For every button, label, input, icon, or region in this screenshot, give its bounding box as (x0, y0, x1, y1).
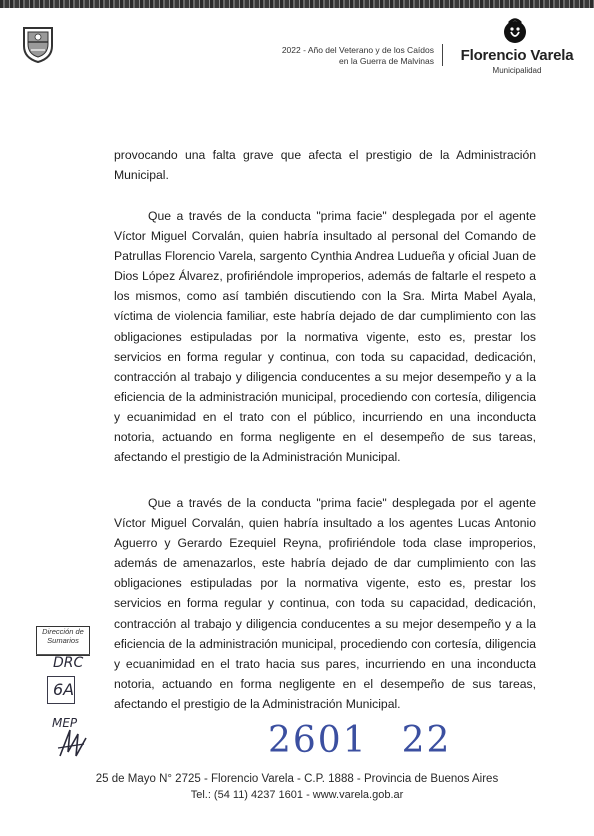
municipal-crest-icon (20, 24, 56, 64)
paragraph-considerando-1: Que a través de la conducta "prima facie" desplegada por el agente Víctor Miguel Corvalán, quien habría insultado al personal del Comando de Patrullas Florencio Varela, sargento Cynthia Andrea Ludueña y oficial Juan de Dios López Álvarez, profiriéndole improperios, además de faltarle el respeto a los mismos, como así también discutiendo con la Sra. Mirta Mabel Ayala, víctima de violencia familiar, este habría dejado de dar cumplimiento con las obligaciones estipuladas por la normativa vigente, esto es, prestar los servicios en forma regular y continua, con toda su capacidad, dedicación, contracción al trabajo y diligencia conducentes a su mejor desempeño y a la eficiencia de la administración municipal, procediendo con cortesía, diligencia y ecuanimidad en el trato con el público, incurriendo en una inconducta notoria, actuando en forma negligente en el desempeño de sus tareas, afectando el prestigio de la Administración Municipal. (114, 209, 536, 465)
motto-line-2: en la Guerra de Malvinas (339, 56, 434, 66)
paragraph-continuation: provocando una falta grave que afecta el prestigio de la Administración Municipal. (114, 148, 536, 183)
paragraph-considerando-2: Que a través de la conducta "prima facie" desplegada por el agente Víctor Miguel Corvalán, quien habría insultado a los agentes Lucas Antonio Aguerro y Gerardo Ezequiel Reyna, profiriéndole toda clase improperios, además de amenazarlos, este habría dejado de dar cumplimiento con las obligaciones estipuladas por la normativa vigente, esto es, prestar los servicios en forma regular y continua, con toda su capacidad, dedicación, contracción al trabajo y diligencia conducentes a su mejor desempeño y a la eficiencia de la administración municipal, procediendo con cortesía, diligencia y ecuanimidad en el trato hacia sus pares, incurriendo en una inconducta notoria, actuando en forma negligente en el desempeño de sus tareas, afectando el prestigio de la Administración Municipal. (114, 496, 536, 711)
scan-top-edge (0, 0, 594, 8)
handwritten-drc: DRC (53, 655, 84, 671)
motto-line-1: 2022 - Año del Veterano y de los Caídos (281, 45, 434, 55)
handwritten-initials: MEP (52, 716, 78, 730)
folio-number: 2601 (268, 720, 368, 761)
florencio-varela-logo-icon (500, 14, 530, 46)
signature-scribble (56, 726, 90, 760)
folio-year: 22 (401, 720, 452, 761)
brand-name: Florencio Varela (460, 47, 574, 64)
handwritten-code: 6A (53, 680, 75, 699)
footer-contact: Tel.: (54 11) 4237 1601 - www.varela.gob.ar (190, 789, 404, 801)
header-motto (174, 45, 434, 67)
folio-stamp (268, 720, 451, 761)
header-divider (442, 44, 443, 66)
stamp-line-1: Dirección de (42, 627, 84, 636)
sumarios-stamp (36, 626, 90, 656)
footer-address: 25 de Mayo N° 2725 - Florencio Varela - C.P. 1888 - Provincia de Buenos Aires (95, 773, 499, 785)
brand-subtitle: Municipalidad (492, 66, 542, 75)
stamp-line-2: Sumarios (47, 636, 79, 645)
